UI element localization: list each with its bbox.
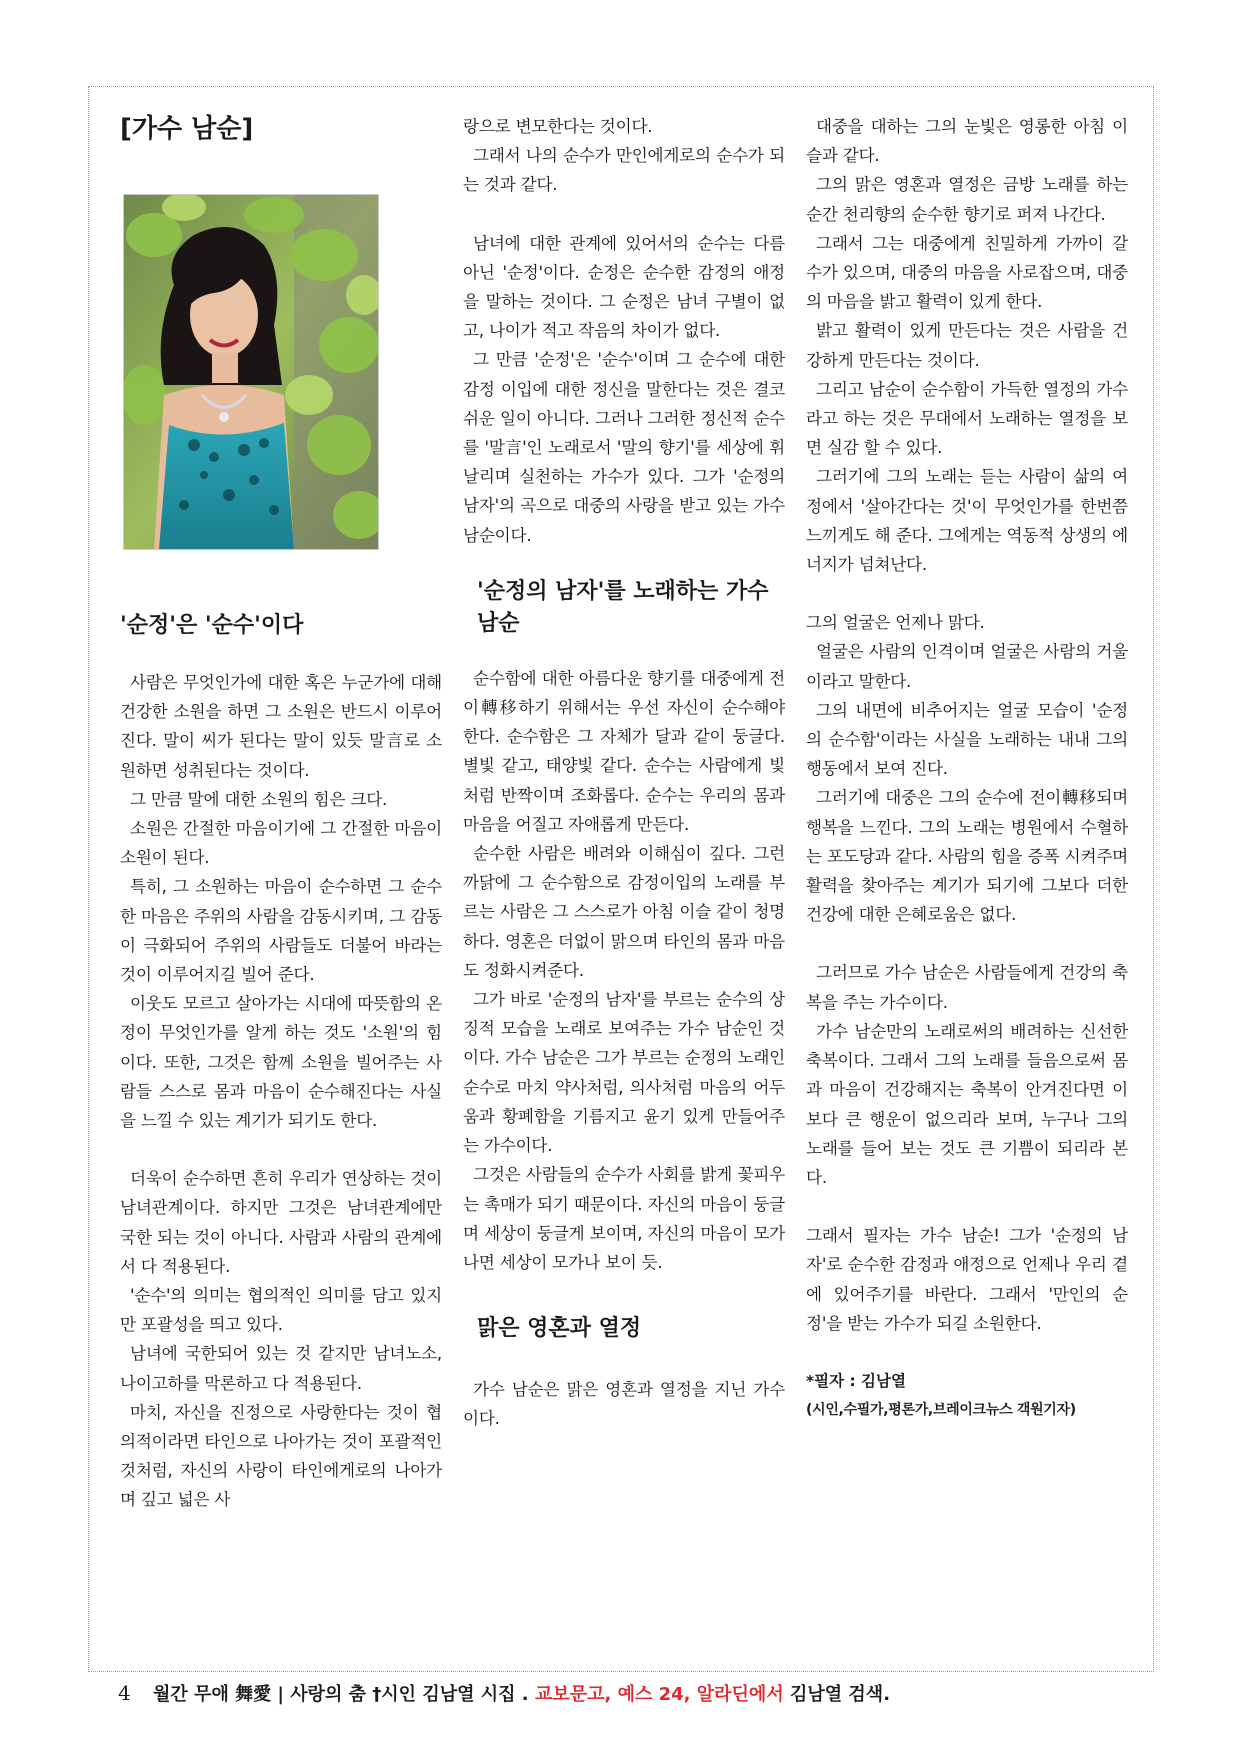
spacer [806,1338,1128,1367]
paragraph: 랑으로 변모한다는 것이다. [463,117,653,136]
paragraph: 사람은 무엇인가에 대한 혹은 누군가에 대해 건강한 소원을 하면 그 소원은 반드시 이루어진다. 말이 씨가 된다는 말이 있듯 말言로 소원하면 성취된다는 것이다. [120,673,442,780]
paragraph: 그의 내면에 비추어지는 얼굴 모습이 '순정의 순수함'이라는 사실을 노래하는 내내 그의 행동에서 보여 진다. [806,700,1128,779]
paragraph: 밝고 활력이 있게 만든다는 것은 사람을 건강하게 만든다는 것이다. [806,321,1128,370]
paragraph: 그러기에 그의 노래는 듣는 사람이 삶의 여정에서 '살아간다는 것'이 무엇인가를 한번쯤 느끼게도 해 준다. 그에게는 역동적 상생의 에너지가 넘쳐난다. [806,467,1128,575]
paragraph: 가수 남순만의 노래로써의 배려하는 신선한 축복이다. 그래서 그의 노래를 들음으로써 몸과 마음이 건강해지는 축복이 안겨진다면 이 보다 큰 행운이 없으리라 보며, 누구나 그의 노래를 들어 보는 것도 큰 기쁨이 되리라 본다. [806,1021,1128,1187]
author-credentials: (시인,수필가,평론가,브레이크뉴스 객원기자) [806,1401,1076,1418]
paragraph: 특히, 그 소원하는 마음이 순수하면 그 순수한 마음은 주위의 사람을 감동시키며, 그 감동이 극화되어 주위의 사람들도 더불어 바라는 것이 이루어지길 빌어 준다. [120,877,442,985]
paragraph: 그러므로 가수 남순은 사람들에게 건강의 축복을 주는 가수이다. [806,963,1128,1012]
author-signature: *필자 : 김남열 [806,1371,906,1390]
paragraph: 이웃도 모르고 살아가는 시대에 따뜻함의 온정이 무엇인가를 알게 하는 것도 '소원'의 힘이다. 또한, 그것은 함께 소원을 빌어주는 사람들 스스로 몸과 마음이 순수해진다는 사실을 느낄 수 있는 계기가 되기도 한다. [120,994,442,1131]
page-number: 4 [118,1681,131,1705]
paragraph: 그의 맑은 영혼과 열정은 금방 노래를 하는 순간 천리향의 순수한 향기로 퍼져 나간다. [806,175,1128,224]
column-1 [120,112,442,1515]
singer-photo [123,194,379,550]
paragraph: 얼굴은 사람의 인격이며 얼굴은 사람의 거울이라고 말한다. [806,642,1128,691]
paragraph: 더욱이 순수하면 흔히 우리가 연상하는 것이 남녀관계이다. 하지만 그것은 남녀관계에만 국한 되는 것이 아니다. 사람과 사람의 관계에서 다 적용된다. [120,1169,442,1276]
paragraph: 그래서 그는 대중에게 친밀하게 가까이 갈 수가 있으며, 대중의 마음을 사로잡으며, 대중의 마음을 밝고 활력이 있게 한다. [806,233,1128,312]
paragraph: 그래서 필자는 가수 남순! 그가 '순정의 남자'로 순수한 감정과 애정으로 언제나 우리 곁에 있어주기를 바란다. 그래서 '만인의 순정'을 받는 가수가 되길 소원한다. [806,1226,1128,1333]
paragraph: 그 만큼 말에 대한 소원의 힘은 크다. [130,789,388,809]
column-2 [463,112,785,1434]
spacer [806,929,1128,958]
paragraph: 그것은 사람들의 순수가 사회를 밝게 꽃피우는 촉매가 되기 때문이다. 자신의 마음이 둥글며 세상이 둥글게 보이며, 자신의 마음이 모가 나면 세상이 모가나 보이 듯. [463,1165,785,1272]
paragraph: 순수함에 대한 아름다운 향기를 대중에게 전이轉移하기 위해서는 우선 자신이 순수해야 한다. 순수함은 그 자체가 달과 같이 둥글다. 별빛 같고, 태양빛 같다. 순수는 사람에게 빛처럼 반짝이며 조화롭다. 순수는 우리의 몸과 마음을 어질고 자애롭게 만든다. [463,668,785,834]
spacer [806,1192,1128,1221]
footer-publication: 월간 무애 舞愛 | 사랑의 춤 †시인 김남열 시집 . [153,1684,535,1705]
paragraph: 마치, 자신을 진정으로 사랑한다는 것이 협의적이라면 타인으로 나아가는 것이 포괄적인 것처럼, 자신의 사랑이 타인에게로의 나아가며 깊고 넓은 사 [120,1402,442,1510]
paragraph: 남녀에 국한되어 있는 것 같지만 남녀노소, 나이고하를 막론하고 다 적용된다. [120,1344,442,1393]
paragraph: 소원은 간절한 마음이기에 그 간절한 마음이 소원이 된다. [120,819,442,868]
section-heading-2: '순정의 남자'를 노래하는 가수 남순 [477,578,769,636]
page-footer [118,1680,1148,1706]
spacer [120,1135,442,1164]
spacer [806,579,1128,608]
paragraph: 그리고 남순이 순수함이 가득한 열정의 가수라고 하는 것은 무대에서 노래하는 열정을 보면 실감 할 수 있다. [806,379,1128,458]
section-heading-1: '순정'은 '순수'이다 [120,613,304,638]
spacer [463,200,785,229]
col1-body [120,668,442,1515]
paragraph: 그래서 나의 순수가 만인에게로의 순수가 되는 것과 같다. [463,146,785,195]
footer-stores: 교보문고, 예스 24, 알라딘에서 [534,1684,784,1705]
section-heading-3: 맑은 영혼과 열정 [477,1316,642,1342]
paragraph: 그의 얼굴은 언제나 맑다. [806,613,985,633]
paragraph: 그가 바로 '순정의 남자'를 부르는 순수의 상징적 모습을 노래로 보여주는 가수 남순인 것이다. 가수 남순은 그가 부르는 순정의 노래인 순수로 마치 약사처럼, 의사처럼 마음의 어두움과 황폐함을 기름지고 윤기 있게 만들어주는 가수이다. [463,990,785,1156]
paragraph: 가수 남순은 맑은 영혼과 열정을 지닌 가수이다. [463,1380,785,1429]
paragraph: 대중을 대하는 그의 눈빛은 영롱한 아침 이슬과 같다. [806,117,1128,166]
singer-photo-image [124,195,378,549]
column-3 [806,112,1128,1425]
paragraph: 그러기에 대중은 그의 순수에 전이轉移되며 행복을 느낀다. 그의 노래는 병원에서 수혈하는 포도당과 같다. 사람의 힘을 증폭 시켜주며 활력을 찾아주는 계기가 되기에 그보다 더한 건강에 대한 은혜로움은 없다. [806,788,1128,925]
paragraph: 남녀에 대한 관계에 있어서의 순수는 다름 아닌 '순정'이다. 순정은 순수한 감정의 애정을 말하는 것이다. 그 순정은 남녀 구별이 없고, 나이가 적고 작음의 차이가 없다. [463,233,785,341]
article-title: [가수 남순] [120,114,254,144]
paragraph: '순수'의 의미는 협의적인 의미를 담고 있지만 포괄성을 띄고 있다. [120,1286,442,1335]
paragraph: 순수한 사람은 배려와 이해심이 깊다. 그런 까닭에 그 순수함으로 감정이입의 노래를 부르는 사람은 그 스스로가 아침 이슬 같이 청명하다. 영혼은 더없이 맑으며 타인의 몸과 마음도 정화시켜준다. [463,844,785,980]
footer-search: 김남열 검색. [783,1684,891,1705]
paragraph: 그 만큼 '순정'은 '순수'이며 그 순수에 대한 감정 이입에 대한 정신을 말한다는 것은 결코 쉬운 일이 아니다. 그러나 그러한 정신적 순수를 '말言'인 노래로서 '말의 향기'를 세상에 휘날리며 실천하는 가수가 있다. 그가 '순정의 남자'의 곡으로 대중의 사랑을 받고 있는 가수 남순이다. [463,350,785,545]
